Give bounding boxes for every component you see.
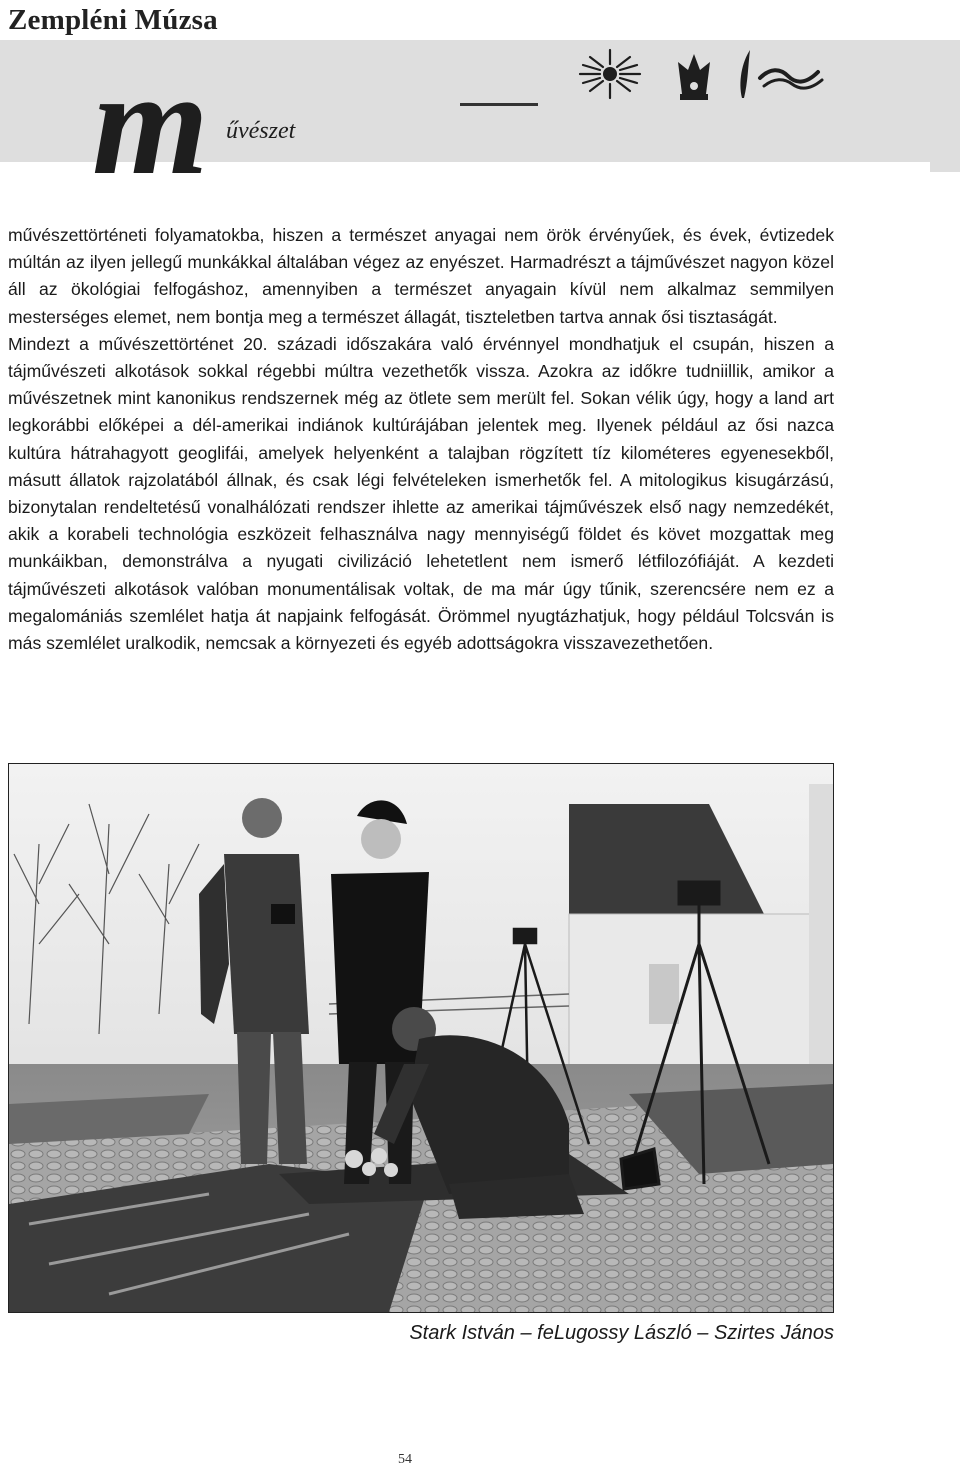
wave-ornament-icon — [760, 70, 822, 88]
magazine-title: Zempléni Múzsa — [8, 4, 218, 36]
header-ornaments — [578, 46, 838, 107]
section-initial: m — [92, 40, 203, 206]
article-photo — [8, 763, 834, 1313]
quill-ornament-icon — [740, 50, 750, 98]
section-title: űvészet — [226, 118, 296, 144]
article-body — [8, 222, 834, 657]
section-header-band-edge — [930, 162, 960, 172]
page-number: 54 — [398, 1452, 412, 1467]
theatre-mask-ornament-icon — [678, 54, 710, 100]
sun-ornament-icon — [580, 50, 640, 98]
photo-caption: Stark István – feLugossy László – Szirtes János — [409, 1322, 834, 1344]
article-paragraph: Mindezt a művészettörténet 20. századi időszakára való érvénnyel mondhatjuk el csupán, hiszen a tájművészeti alkotások sokkal régebbi múltra vezethetők vissza. Azokra az időkre tudniillik, amikor a művészetnek mint kanonikus rendszernek még az ötlete sem merült fel. Sokan vélik úgy, hogy a land art legkorábbi előképei a dél-amerikai indiánok kultúrájában jelentek meg. Ilyenek például az ősi nazca kultúra hátrahagyott geoglifái, amelyek helyenként a talajban rögzített tíz kilométeres egyenesekből, másutt állatok rajzolatából állnak, és csak légi felvételeken ismerhetők fel. A mitologikus kisugárzású, bizonytalan rendeltetésű vonalhálózati rendszer ihlette az amerikai tájművészek első nagy nemzedékét, akik a korabeli technológia eszközeit felhasználva nagy mennyiségű földet és követ mozgattak meg munkáikban, demonstrálva a nyugati civilizáció lehetetlent nem ismerő létfilozófiáját. A kezdeti tájművészeti alkotások valóban monumentálisak voltak, de ma már úgy tűnik, szerencsére nem ez a megalomániás szemlélet hatja át napjaink felfogását. Örömmel nyugtázhatjuk, hogy például Tolcsván is más szemlélet uralkodik, nemcsak a környezeti és egyéb adottságokra visszavezethetően. — [8, 333, 834, 654]
header-rule — [460, 103, 538, 106]
article-paragraph: művészettörténeti folyamatokba, hiszen a természet anyagai nem örök érvényűek, és évek, évtizedek múltán az ilyen jellegű munkákkal általában végez az enyészet. Harmadrészt a tájművészet nagyon közel áll az ökológiai felfogáshoz, amennyiben a természet anyagain kívül nem alkalmaz semmilyen mesterséges elemet, nem bontja meg a természet állagát, tiszteletben tartva annak ősi tisztaságát. — [8, 225, 834, 327]
